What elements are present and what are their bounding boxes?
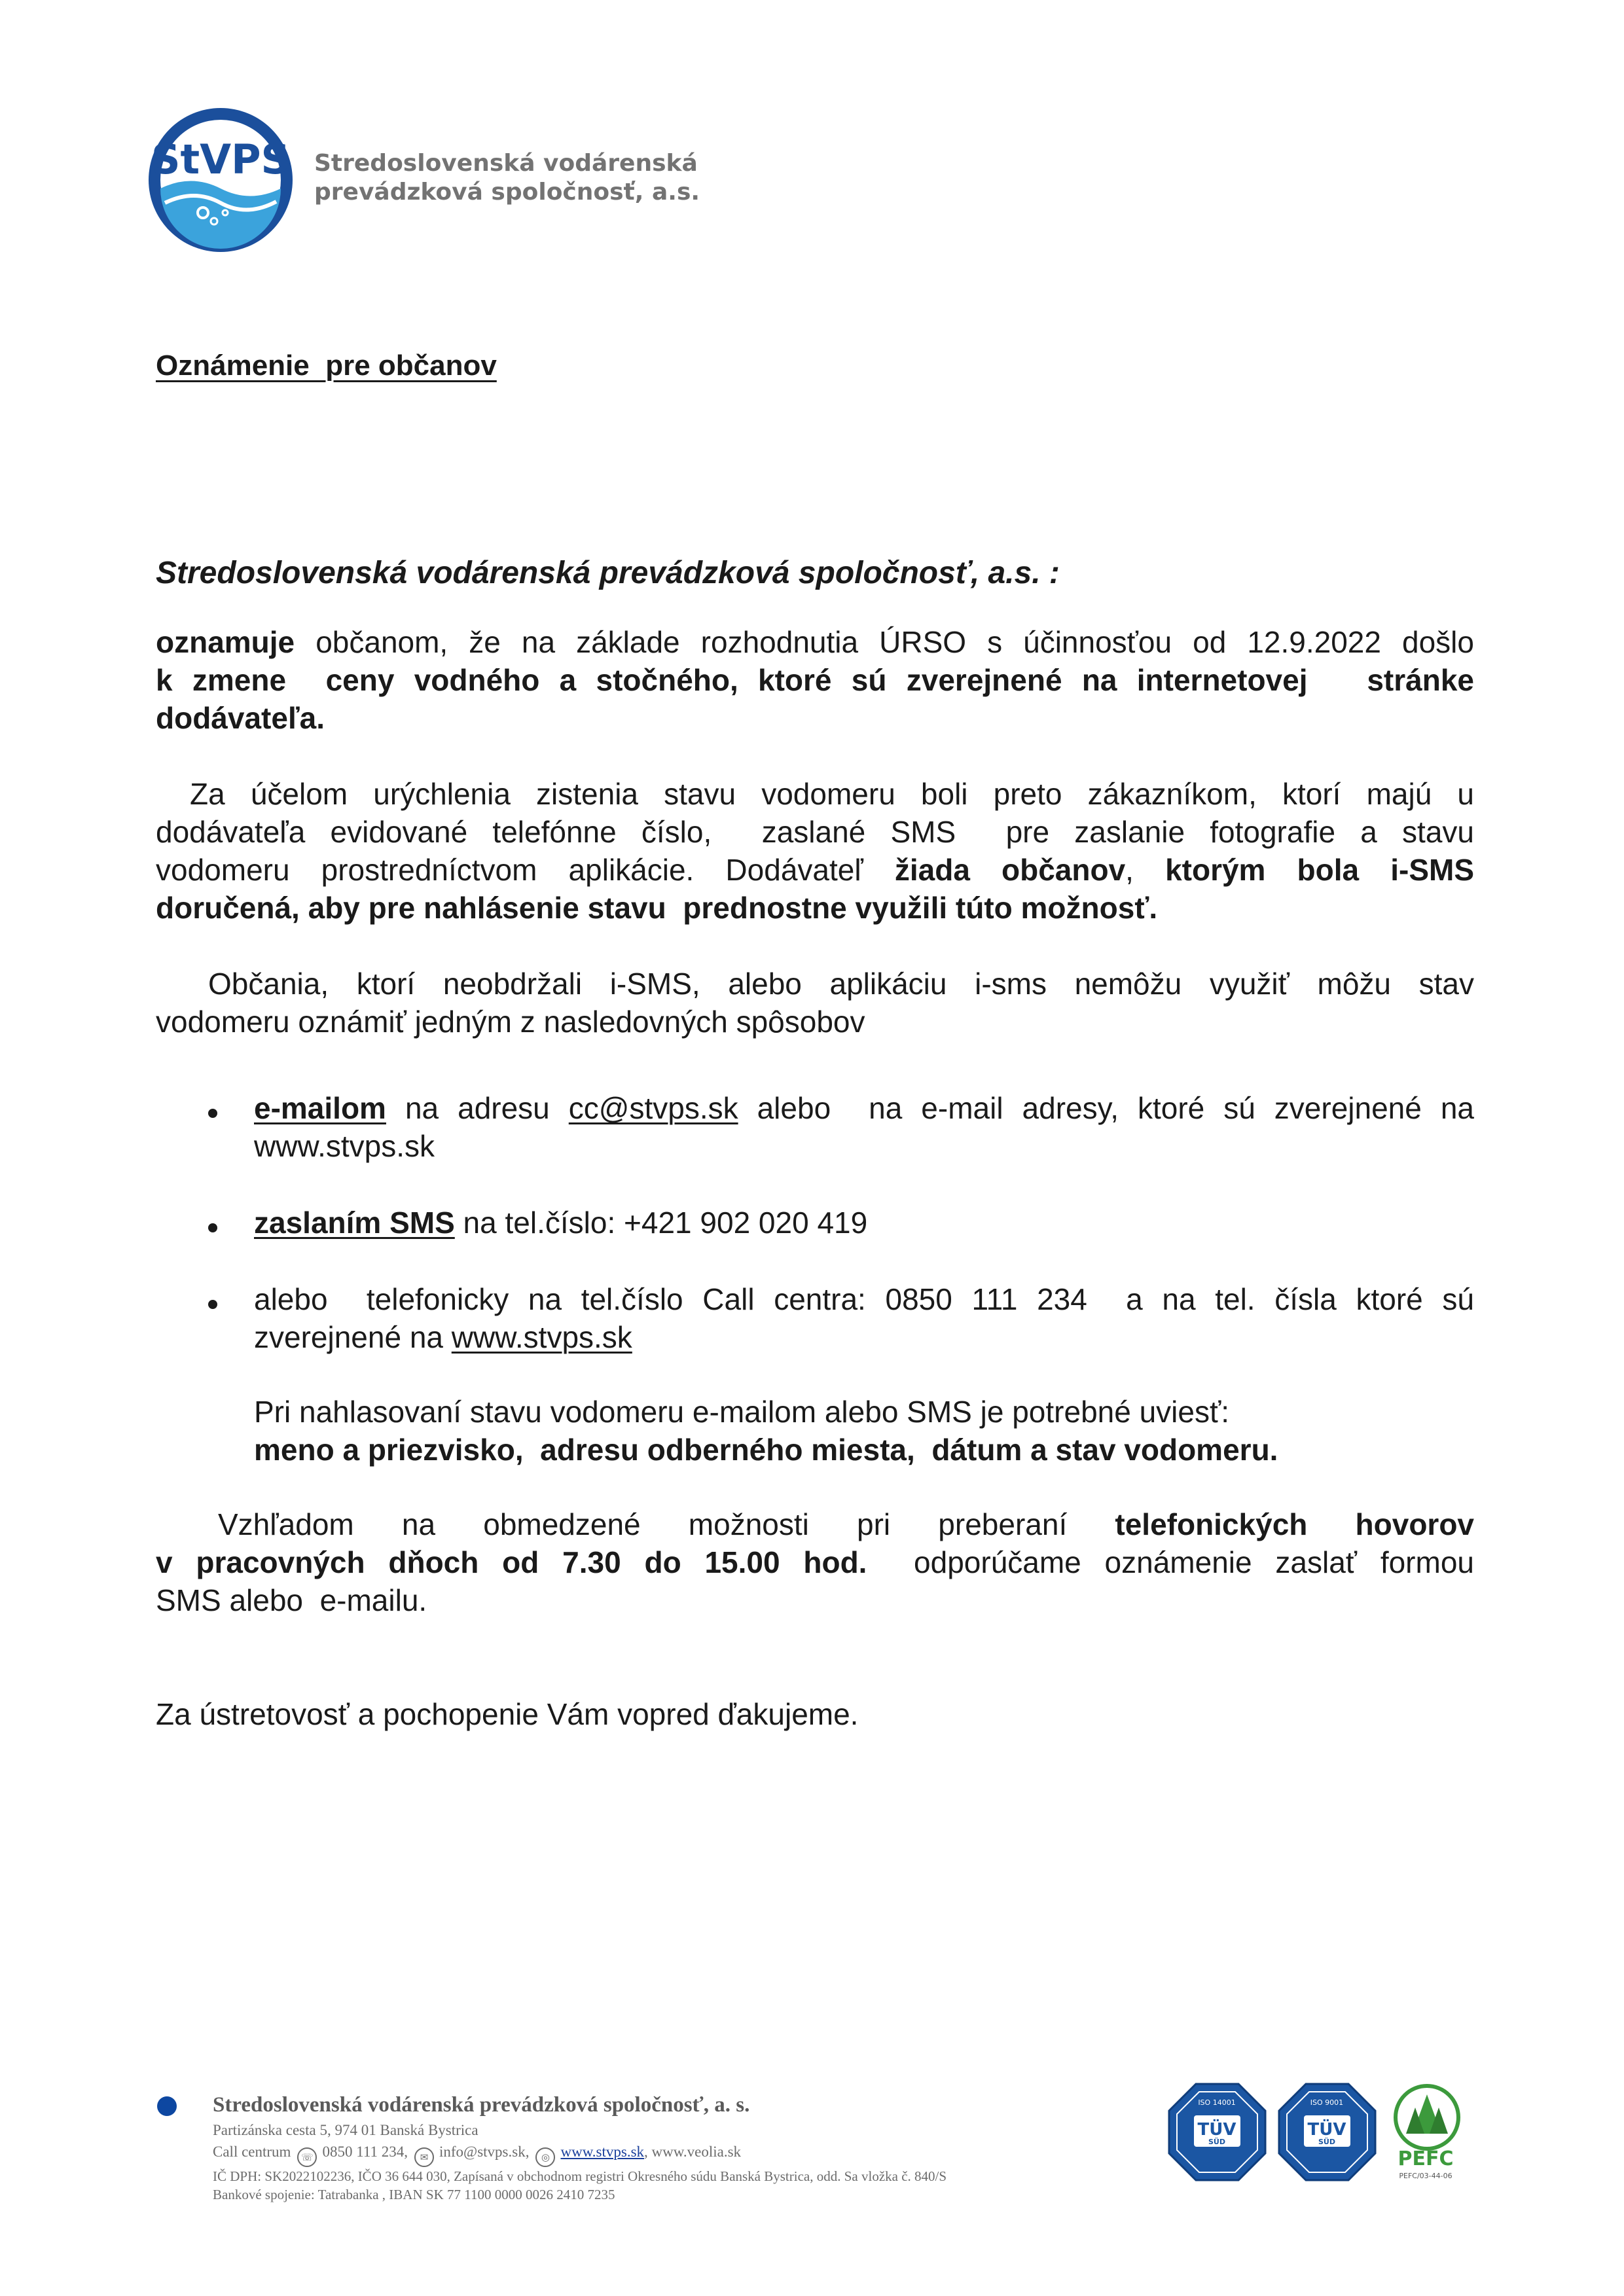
svg-text:PEFC/03-44-06: PEFC/03-44-06 bbox=[1399, 2172, 1453, 2180]
sms-info-line-2: dodávateľa evidované telefónne číslo, zaslané SMS pre zaslanie fotografie a stavu bbox=[156, 815, 1474, 849]
mail-icon: ✉ bbox=[414, 2147, 434, 2167]
announce-line-1: občanom, že na základe rozhodnutia ÚRSO s účinnosťou od 12.9.2022 došlo bbox=[295, 625, 1474, 659]
footer-company: Stredoslovenská vodárenská prevádzková spoločnosť, a. s. bbox=[213, 2093, 750, 2117]
footer-website-2[interactable]: , www.veolia.sk bbox=[644, 2144, 742, 2160]
logo-line-2: prevádzková spoločnosť, a.s. bbox=[314, 179, 700, 206]
footer-contacts bbox=[213, 2141, 947, 2167]
email-method-label: e-mailom bbox=[254, 1091, 386, 1125]
bullet-1-dot bbox=[208, 1109, 217, 1118]
phone-line-1: alebo telefonicky na tel.číslo Call centra: 0850 111 234 a na tel. čísla ktoré sú bbox=[254, 1282, 1474, 1316]
phone-line-2: zverejnené na bbox=[254, 1320, 452, 1354]
sms-info-line-4: doručená, aby pre nahlásenie stavu prednostne využili túto možnosť. bbox=[156, 891, 1158, 925]
footer-website-link[interactable]: www.stvps.sk bbox=[560, 2144, 645, 2160]
call-hours-line-3: SMS alebo e-mailu. bbox=[156, 1583, 427, 1617]
call-hours-emphasis: telefonických hovorov bbox=[1115, 1507, 1475, 1541]
footer bbox=[213, 2090, 947, 2204]
email-website: www.stvps.sk bbox=[254, 1129, 435, 1163]
globe-icon: ◎ bbox=[535, 2147, 555, 2167]
call-hours-line-2: odporúčame oznámenie zaslať formou bbox=[867, 1545, 1474, 1579]
bullet-sms bbox=[254, 1204, 1474, 1242]
notice-title: Oznámenie pre občanov bbox=[156, 350, 497, 382]
svg-text:PEFC: PEFC bbox=[1398, 2147, 1454, 2170]
svg-text:TÜV: TÜV bbox=[1197, 2120, 1236, 2140]
company-heading: Stredoslovenská vodárenská prevádzková spoločnosť, a.s. : bbox=[156, 556, 1060, 590]
sms-method-label: zaslaním SMS bbox=[254, 1206, 455, 1240]
svg-text:SÜD: SÜD bbox=[1318, 2138, 1335, 2146]
footer-phone: 0850 111 234, bbox=[322, 2144, 408, 2160]
logo-company-name bbox=[314, 149, 700, 207]
email-address-link[interactable]: cc@stvps.sk bbox=[568, 1091, 738, 1125]
announce-line-3: dodávateľa. bbox=[156, 701, 325, 735]
paragraph-sms-info bbox=[156, 775, 1474, 927]
reporting-requirements bbox=[254, 1393, 1474, 1469]
bullet-2-dot bbox=[208, 1223, 217, 1232]
call-hours-time: v pracovných dňoch od 7.30 do 15.00 hod. bbox=[156, 1545, 867, 1579]
paragraph-alternatives bbox=[156, 965, 1474, 1041]
bullet-3-dot bbox=[208, 1300, 217, 1309]
sms-info-line-1: Za účelom urýchlenia zistenia stavu vodomeru boli preto zákazníkom, ktorí majú u bbox=[190, 777, 1474, 811]
sms-info-emphasis-1: žiada občanov bbox=[894, 853, 1126, 887]
requirements-line-2: meno a priezvisko, adresu odberného miesta, dátum a stav vodomeru. bbox=[254, 1433, 1278, 1467]
sms-phone-number: na tel.číslo: +421 902 020 419 bbox=[454, 1206, 868, 1240]
announce-line-2: k zmene ceny vodného a stočného, ktoré sú zverejnené na internetovej stránke bbox=[156, 663, 1474, 697]
call-hours-line-1: Vzhľadom na obmedzené možnosti pri preberaní bbox=[218, 1507, 1115, 1541]
footer-address: Partizánska cesta 5, 974 01 Banská Bystrica bbox=[213, 2122, 478, 2138]
tuv-iso9001-badge bbox=[1276, 2081, 1378, 2183]
footer-call-label: Call centrum bbox=[213, 2144, 291, 2160]
alternatives-line-2: vodomeru oznámiť jedným z nasledovných spôsobov bbox=[156, 1005, 865, 1039]
paragraph-announcement bbox=[156, 623, 1474, 737]
bullet-phone bbox=[254, 1280, 1474, 1356]
footer-email[interactable]: info@stvps.sk, bbox=[439, 2144, 530, 2160]
sms-info-line-3: vodomeru prostredníctvom aplikácie. Dodávateľ bbox=[156, 853, 895, 887]
logo-line-1: Stredoslovenská vodárenská bbox=[314, 150, 698, 177]
svg-text:StVPS: StVPS bbox=[151, 135, 291, 183]
paragraph-call-hours bbox=[156, 1505, 1474, 1619]
sms-info-emphasis-2: ktorým bola i-SMS bbox=[1165, 853, 1475, 887]
alternatives-line-1: Občania, ktorí neobdržali i-SMS, alebo aplikáciu i-sms nemôžu využiť môžu stav bbox=[208, 967, 1474, 1001]
svg-text:TÜV: TÜV bbox=[1307, 2120, 1346, 2140]
email-text: na adresu bbox=[386, 1091, 569, 1125]
footer-bank: Bankové spojenie: Tatrabanka , IBAN SK 77 1100 0000 0026 2410 7235 bbox=[213, 2187, 615, 2202]
svg-text:ISO 9001: ISO 9001 bbox=[1310, 2098, 1344, 2107]
sms-info-comma: , bbox=[1125, 853, 1166, 887]
svg-text:ISO 14001: ISO 14001 bbox=[1198, 2098, 1236, 2107]
tuv-iso14001-badge bbox=[1166, 2081, 1268, 2183]
footer-legal: IČ DPH: SK2022102236, IČO 36 644 030, Zapísaná v obchodnom registri Okresného súdu Banská Bystrica, odd. Sa vložka č. 840/S bbox=[213, 2168, 947, 2184]
announce-verb: oznamuje bbox=[156, 625, 295, 659]
website-link[interactable]: www.stvps.sk bbox=[451, 1320, 632, 1354]
phone-icon: ☏ bbox=[297, 2147, 317, 2167]
company-logo bbox=[145, 105, 700, 255]
footer-bullet bbox=[157, 2096, 177, 2116]
requirements-line-1: Pri nahlasovaní stavu vodomeru e-mailom alebo SMS je potrebné uviesť: bbox=[254, 1395, 1230, 1429]
bullet-email bbox=[254, 1089, 1474, 1165]
stvps-logo-mark bbox=[145, 105, 296, 255]
closing-sentence: Za ústretovosť a pochopenie Vám vopred ďakujeme. bbox=[156, 1697, 859, 1731]
svg-text:SÜD: SÜD bbox=[1208, 2138, 1225, 2146]
pefc-logo bbox=[1386, 2081, 1471, 2186]
email-text-rest: alebo na e-mail adresy, ktoré sú zverejnené na bbox=[738, 1091, 1474, 1125]
